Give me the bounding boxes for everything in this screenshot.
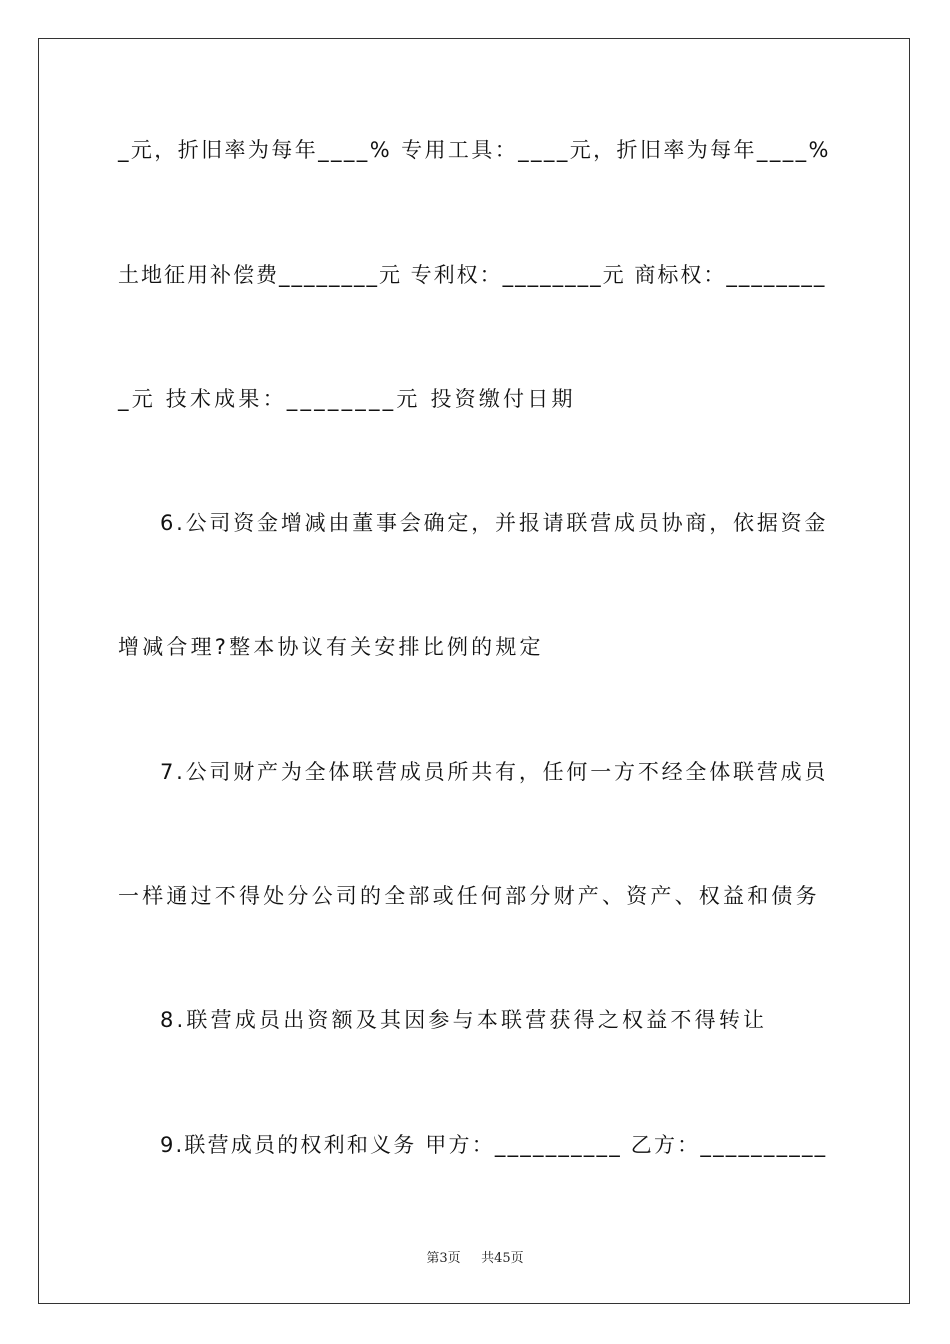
page-border: [38, 38, 910, 1304]
text-line-4: 6.公司资金增减由董事会确定，并报请联营成员协商，依据资金: [160, 511, 829, 535]
text-line-7: 一样通过不得处分公司的全部或任何部分财产、资产、权益和债务: [118, 884, 820, 908]
text-line-5: 增减合理?整本协议有关安排比例的规定: [118, 635, 544, 659]
page-number: 第3页: [426, 1251, 461, 1266]
text-line-6: 7.公司财产为全体联营成员所共有，任何一方不经全体联营成员: [160, 760, 829, 784]
text-line-2: 土地征用补偿费________元 专利权：________元 商标权：________: [118, 263, 827, 287]
page-footer: [0, 1247, 950, 1266]
text-line-1: _元，折旧率为每年____% 专用工具：____元，折旧率为每年____%: [118, 138, 831, 162]
text-line-9: 9.联营成员的权利和义务 甲方：__________ 乙方：__________: [160, 1133, 828, 1157]
text-line-3: _元 技术成果：________元 投资缴付日期: [118, 387, 576, 411]
page-total: 共45页: [481, 1251, 524, 1266]
text-line-8: 8.联营成员出资额及其因参与本联营获得之权益不得转让: [160, 1008, 768, 1032]
